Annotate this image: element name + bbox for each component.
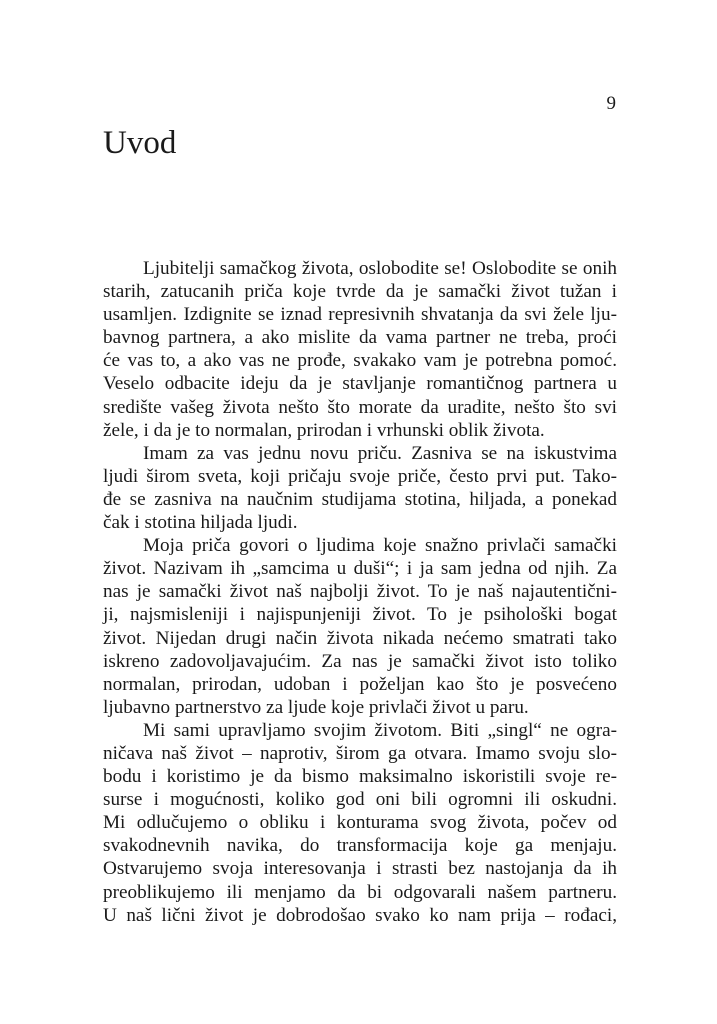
text-line: život. Nijedan drugi način života nikada nećemo smatrati tako — [103, 627, 617, 649]
text-line: žele, i da je to normalan, prirodan i vrhunski oblik života. — [103, 419, 545, 441]
text-line: Mi sami upravljamo svojim životom. Biti „singl“ ne ogra- — [143, 719, 617, 741]
text-line: ji, najsmisleniji i najispunjeniji život. To je psihološki bogat — [103, 604, 617, 626]
text-line: bodu i koristimo je da bismo maksimalno iskoristili svoje re- — [103, 766, 617, 788]
text-line: Ljubitelji samačkog života, oslobodite se! Oslobodite se onih — [143, 258, 617, 279]
paragraph — [103, 257, 617, 442]
text-line: đe se zasniva na naučnim studijama stotina, hiljada, a ponekad — [103, 488, 617, 510]
text-line: ljudi širom sveta, koji pričaju svoje priče, često prvi put. Tako- — [103, 465, 617, 487]
paragraph — [103, 442, 617, 534]
text-line: ljubavno partnerstvo za ljude koje privlači život u paru. — [103, 696, 529, 718]
text-line: Mi odlučujemo o obliku i konturama svog života, počev od — [103, 812, 617, 834]
text-line: surse i mogućnosti, koliko god oni bili ogromni ili oskudni. — [103, 789, 617, 811]
text-line: Ostvarujemo svoja interesovanja i strasti bez nastojanja da ih — [103, 858, 617, 880]
text-line: život. Nazivam ih „samcima u duši“; i ja sam jedna od njih. Za — [103, 558, 617, 580]
text-line: starih, zatucanih priča koje tvrde da je samački život tužan i — [103, 281, 617, 303]
text-line: ničava naš život – naprotiv, širom ga otvara. Imamo svoju slo- — [103, 742, 617, 764]
text-line: Veselo odbacite ideju da je stavljanje romantičnog partnera u — [103, 373, 617, 395]
text-line: iskreno zadovoljavajućim. Za nas je samački život isto toliko — [103, 650, 617, 672]
paragraph — [103, 719, 617, 927]
text-line: nas je samački život naš najbolji život. To je naš najautentični- — [103, 581, 617, 603]
chapter-title: Uvod — [103, 125, 177, 161]
text-line: središte vašeg života nešto što morate da uradite, nešto što svi — [103, 396, 617, 418]
text-line: Moja priča govori o ljudima koje snažno privlači samački — [143, 535, 617, 557]
text-line: svakodnevnih navika, do transformacija koje ga menjaju. — [103, 835, 617, 857]
body-text — [103, 257, 617, 927]
paragraph — [103, 534, 617, 719]
text-line: bavnog partnera, a ako mislite da vama partner ne treba, proći — [103, 327, 617, 349]
page-number: 9 — [606, 93, 616, 114]
text-line: normalan, prirodan, udoban i poželjan kao što je posvećeno — [103, 673, 617, 695]
text-line: će vas to, a ako vas ne prođe, svakako vam je potrebna pomoć. — [103, 350, 617, 372]
text-line: usamljen. Izdignite se iznad represivnih shvatanja da svi žele lju- — [103, 304, 617, 326]
text-line: čak i stotina hiljada ljudi. — [103, 512, 298, 534]
text-line: U naš lični život je dobrodošao svako ko nam prija – rođaci, — [103, 904, 617, 926]
text-line: preoblikujemo ili menjamo da bi odgovarali našem partneru. — [103, 881, 617, 903]
text-line: Imam za vas jednu novu priču. Zasniva se na iskustvima — [143, 442, 617, 464]
